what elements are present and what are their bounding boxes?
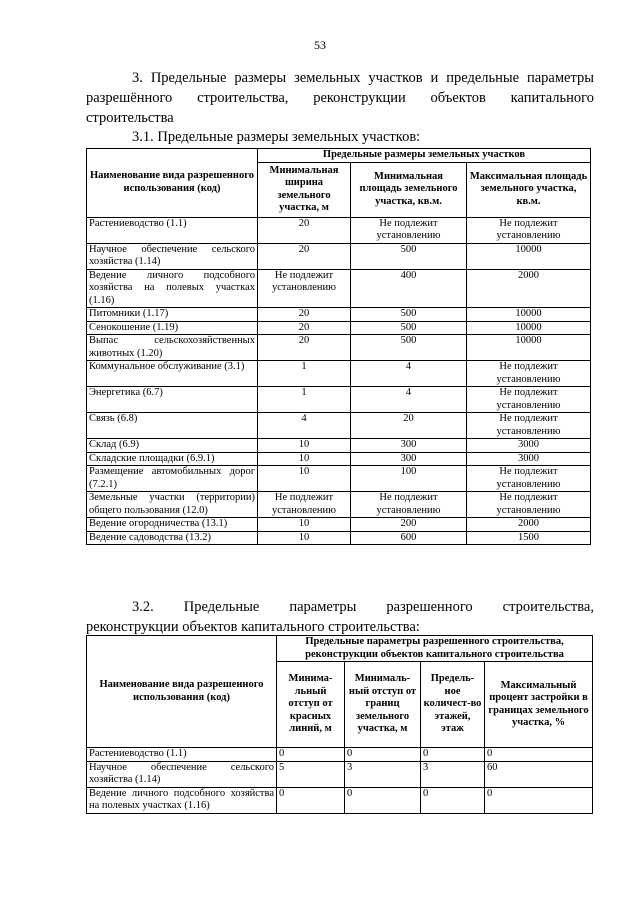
max-floors-cell: 3 [421, 761, 485, 787]
min-width-cell: 1 [258, 387, 351, 413]
min-area-cell: 20 [351, 413, 467, 439]
header-land-use-type-2: Наименование вида разрешенного использования (код) [87, 636, 277, 748]
table-row [87, 321, 591, 335]
max-coverage-cell: 0 [485, 787, 593, 813]
table-row [87, 531, 591, 545]
land-use-type-cell: Ведение огородничества (13.1) [87, 518, 258, 532]
land-use-type-cell: Ведение личного подсобного хозяйства на полевых участках (1.16) [87, 787, 277, 813]
section-3-2-title [86, 597, 594, 637]
header-plot-size-group: Предельные размеры земельных участков [258, 149, 591, 163]
max-area-cell: 10000 [467, 335, 591, 361]
land-use-type-cell: Энергетика (6.7) [87, 387, 258, 413]
min-area-cell: 200 [351, 518, 467, 532]
max-area-cell: 3000 [467, 439, 591, 453]
max-coverage-cell: 60 [485, 761, 593, 787]
land-use-type-cell: Ведение садоводства (13.2) [87, 531, 258, 545]
land-use-type-cell: Коммунальное обслуживание (3.1) [87, 361, 258, 387]
construction-parameters-table [86, 635, 593, 814]
max-area-cell: 1500 [467, 531, 591, 545]
red-line-setback-cell: 0 [277, 787, 345, 813]
header-red-line-setback: Минима-льный отступ от красных линий, м [277, 662, 345, 748]
min-width-cell: 10 [258, 452, 351, 466]
min-width-cell: 20 [258, 243, 351, 269]
land-use-type-cell: Научное обеспечение сельского хозяйства (1.14) [87, 243, 258, 269]
min-area-cell: 500 [351, 243, 467, 269]
max-area-cell: 10000 [467, 243, 591, 269]
max-area-cell: Не подлежит установлению [467, 217, 591, 243]
min-width-cell: 20 [258, 321, 351, 335]
section-3-heading-line-1: 3. Предельные размеры земельных участков и предельные параметры [132, 70, 594, 86]
min-area-cell: 300 [351, 452, 467, 466]
header-max-area: Максимальная площадь земельного участка, кв.м. [467, 162, 591, 217]
header-min-width: Минимальная ширина земельного участка, м [258, 162, 351, 217]
min-width-cell: 20 [258, 335, 351, 361]
min-area-cell: 500 [351, 308, 467, 322]
min-width-cell: 4 [258, 413, 351, 439]
section-3-2-title-line-2: реконструкции объектов капитального строительства: [86, 619, 420, 635]
max-coverage-cell: 0 [485, 748, 593, 762]
table-row [87, 413, 591, 439]
table-row [87, 269, 591, 308]
table-row [87, 243, 591, 269]
min-width-cell: 10 [258, 531, 351, 545]
header-max-floors: Предель-ное количест-во этажей, этаж [421, 662, 485, 748]
land-use-type-cell: Размещение автомобильных дорог (7.2.1) [87, 466, 258, 492]
min-area-cell: 100 [351, 466, 467, 492]
land-use-type-cell: Растениеводство (1.1) [87, 748, 277, 762]
table-row [87, 748, 593, 762]
table-row [87, 787, 593, 813]
min-width-cell: 10 [258, 466, 351, 492]
max-area-cell: Не подлежит установлению [467, 492, 591, 518]
min-area-cell: 500 [351, 321, 467, 335]
boundary-setback-cell: 0 [345, 748, 421, 762]
red-line-setback-cell: 5 [277, 761, 345, 787]
max-area-cell: Не подлежит установлению [467, 413, 591, 439]
min-area-cell: 600 [351, 531, 467, 545]
min-area-cell: 4 [351, 387, 467, 413]
max-area-cell: 2000 [467, 518, 591, 532]
table-row [87, 361, 591, 387]
max-floors-cell: 0 [421, 748, 485, 762]
table-row [87, 518, 591, 532]
min-area-cell: 300 [351, 439, 467, 453]
land-use-type-cell: Растениеводство (1.1) [87, 217, 258, 243]
section-3-heading-line-3: строительства [86, 110, 174, 126]
min-area-cell: 4 [351, 361, 467, 387]
table-row [87, 387, 591, 413]
min-width-cell: 10 [258, 518, 351, 532]
min-width-cell: 20 [258, 308, 351, 322]
max-area-cell: 3000 [467, 452, 591, 466]
min-area-cell: 500 [351, 335, 467, 361]
header-max-coverage: Максимальный процент застройки в границах земельного участка, % [485, 662, 593, 748]
table-row [87, 308, 591, 322]
min-width-cell: Не подлежит установлению [258, 269, 351, 308]
max-area-cell: 2000 [467, 269, 591, 308]
land-use-type-cell: Сенокошение (1.19) [87, 321, 258, 335]
table-row [87, 761, 593, 787]
red-line-setback-cell: 0 [277, 748, 345, 762]
table-row [87, 466, 591, 492]
max-area-cell: 10000 [467, 321, 591, 335]
table-row [87, 452, 591, 466]
max-floors-cell: 0 [421, 787, 485, 813]
land-use-type-cell: Связь (6.8) [87, 413, 258, 439]
land-use-type-cell: Складские площадки (6.9.1) [87, 452, 258, 466]
min-area-cell: 400 [351, 269, 467, 308]
min-width-cell: 1 [258, 361, 351, 387]
max-area-cell: Не подлежит установлению [467, 387, 591, 413]
min-width-cell: 10 [258, 439, 351, 453]
max-area-cell: Не подлежит установлению [467, 466, 591, 492]
min-area-cell: Не подлежит установлению [351, 217, 467, 243]
max-area-cell: 10000 [467, 308, 591, 322]
boundary-setback-cell: 0 [345, 787, 421, 813]
land-use-type-cell: Питомники (1.17) [87, 308, 258, 322]
min-area-cell: Не подлежит установлению [351, 492, 467, 518]
land-use-type-cell: Ведение личного подсобного хозяйства на полевых участках (1.16) [87, 269, 258, 308]
header-land-use-type: Наименование вида разрешенного использования (код) [87, 149, 258, 218]
land-use-type-cell: Земельные участки (территории) общего пользования (12.0) [87, 492, 258, 518]
table-row [87, 439, 591, 453]
section-3-heading [86, 68, 594, 128]
table-row [87, 335, 591, 361]
land-plot-size-table [86, 148, 591, 545]
table-row [87, 492, 591, 518]
land-use-type-cell: Научное обеспечение сельского хозяйства (1.14) [87, 761, 277, 787]
section-3-2-title-line-1: 3.2. Предельные параметры разрешенного строительства, [132, 599, 594, 615]
table-row [87, 217, 591, 243]
min-width-cell: 20 [258, 217, 351, 243]
page-number: 53 [314, 38, 326, 52]
header-boundary-setback: Минималь-ный отступ от границ земельного участка, м [345, 662, 421, 748]
header-construction-params-group: Предельные параметры разрешенного строительства, реконструкции объектов капитального строительства [277, 636, 593, 662]
land-use-type-cell: Склад (6.9) [87, 439, 258, 453]
section-3-1-title: 3.1. Предельные размеры земельных участков: [132, 129, 421, 145]
max-area-cell: Не подлежит установлению [467, 361, 591, 387]
min-width-cell: Не подлежит установлению [258, 492, 351, 518]
boundary-setback-cell: 3 [345, 761, 421, 787]
land-use-type-cell: Выпас сельскохозяйственных животных (1.20) [87, 335, 258, 361]
header-min-area: Минимальная площадь земельного участка, кв.м. [351, 162, 467, 217]
section-3-heading-line-2: разрешённого строительства, реконструкции объектов капитального [86, 90, 594, 106]
